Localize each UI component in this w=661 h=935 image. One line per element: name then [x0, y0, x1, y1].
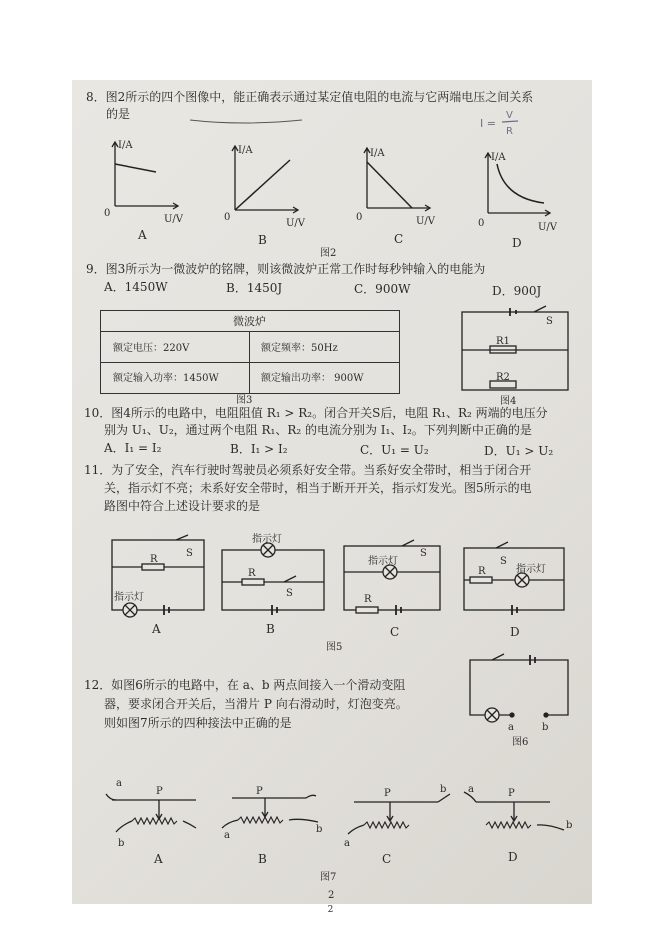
q9-fig4-caption: 图4 [500, 396, 517, 407]
q8-graph-d-xlabel: U/V [538, 222, 558, 233]
q11-text-line2: 关，指示灯不亮；未系好安全带时，相当于断开开关，指示灯发光。图5所示的电 [104, 481, 532, 495]
q9-text: 9．图3所示为一微波炉的铭牌，则该微波炉正常工作时每秒钟输入的电能为 [86, 262, 486, 276]
q11-d-label-r: R [478, 566, 486, 577]
q9-table-cell-frequency: 额定频率：50Hz [261, 343, 338, 354]
q8-handnote-i: I = [480, 117, 496, 130]
q8-graph-c-ylabel: I/A [370, 148, 385, 159]
q12-fig7-rheostat-b [222, 795, 318, 828]
q8-graph-b-letter: B [258, 233, 267, 247]
q9-caption: 图3 [236, 395, 253, 406]
q8-graph-c-xlabel: U/V [416, 216, 436, 227]
q10-text-line1: 10．图4所示的电路中，电阻阻值 R₁ > R₂。闭合开关S后，电阻 R₁、R₂ 两端的电压分 [84, 406, 548, 420]
q8-graph-c-origin: 0 [356, 212, 363, 223]
q10-option-a: A．I₁ = I₂ [104, 441, 162, 455]
q11-d-label-lamp: 指示灯 [516, 564, 546, 575]
page-number: 2 [327, 905, 334, 915]
q11-caption: 图5 [326, 642, 343, 653]
q12-fig7-c-label-b: b [440, 784, 447, 795]
q11-b-label-lamp: 指示灯 [252, 534, 282, 545]
q9-table-cell-input-power: 额定输入功率：1450W [113, 373, 219, 384]
q9-option-d: D．900J [492, 284, 542, 298]
q11-text-line3: 路图中符合上述设计要求的是 [104, 499, 261, 513]
q11-d-label-s: S [500, 556, 507, 567]
photographed-page [72, 80, 592, 904]
q10-option-b: B．I₁ > I₂ [230, 442, 288, 456]
q9-table-cell-output-power: 额定输出功率： 900W [261, 373, 364, 384]
q12-fig7-b-label-p: P [256, 786, 263, 797]
q9-option-b: B．1450J [226, 281, 283, 295]
q9-table-title: 微波炉 [233, 315, 266, 328]
q12-fig7-letter-c: C [382, 852, 392, 866]
q12-fig7-rheostat-c [348, 794, 450, 834]
q8-graph-a-letter: A [138, 228, 147, 242]
q12-fig6-label-a: a [508, 722, 514, 733]
q12-text-line2: 器，要求闭合开关后，当滑片 P 向右滑动时，灯泡变亮。 [104, 697, 408, 711]
q12-fig7-d-label-p: P [508, 788, 515, 799]
q11-b-label-s: S [286, 588, 293, 599]
q12-fig6-label-b: b [542, 722, 549, 733]
q11-c-label-r: R [364, 594, 372, 605]
q11-letter-c: C [390, 625, 400, 639]
q12-fig7-c-label-p: P [384, 788, 391, 799]
q12-fig7-a-label-b: b [118, 838, 125, 849]
q12-fig7-b-label-b: b [316, 824, 323, 835]
q11-a-label-s: S [186, 548, 193, 559]
q9-fig4-label-s: S [546, 316, 553, 327]
q11-fig5-circuit-b [222, 543, 324, 615]
q8-graph-d-ylabel: I/A [491, 152, 506, 163]
q10-option-c: C．U₁ = U₂ [360, 443, 429, 457]
q11-a-label-lamp: 指示灯 [114, 592, 144, 603]
q9-option-c: C．900W [354, 282, 411, 296]
q8-graph-d-letter: D [512, 236, 522, 250]
q11-letter-a: A [152, 622, 161, 636]
q11-c-label-lamp: 指示灯 [368, 556, 398, 567]
page-number-inner: 2 [328, 890, 335, 901]
q12-fig6-caption: 图6 [512, 737, 529, 748]
q8-graph-a-origin: 0 [104, 208, 111, 219]
q8-handnote-bot: R [506, 126, 513, 137]
q9-table-cell-voltage: 额定电压：220V [113, 343, 190, 354]
q12-fig7-d-label-a: a [468, 784, 474, 795]
q9-nameplate-table [100, 310, 400, 394]
q11-a-label-r: R [150, 554, 158, 565]
q8-handnote-top: V [506, 110, 513, 121]
q12-fig7-c-label-a: a [344, 838, 350, 849]
q8-graph-a-ylabel: I/A [118, 140, 133, 151]
q11-b-label-r: R [248, 568, 256, 579]
q12-caption: 图7 [320, 872, 337, 883]
q12-fig7-a-label-p: P [156, 786, 163, 797]
q12-fig7-a-label-a: a [116, 778, 122, 789]
q12-fig7-letter-a: A [154, 852, 163, 866]
q12-fig7-b-label-a: a [224, 830, 230, 841]
q12-fig7-d-label-b: b [566, 820, 573, 831]
q8-pen-underline [190, 120, 302, 123]
q8-graph-a-xlabel: U/V [164, 214, 184, 225]
q8-text-line1: 8．图2所示的四个图像中，能正确表示通过某定值电阻的电流与它两端电压之间关系 [86, 90, 534, 104]
q8-graph-c-letter: C [394, 232, 404, 246]
q12-fig7-rheostat-a [106, 794, 196, 832]
q11-letter-b: B [266, 622, 275, 636]
q8-caption: 图2 [320, 248, 337, 259]
q8-graph-b-xlabel: U/V [286, 218, 306, 229]
q8-text-line2: 的是 [106, 107, 131, 121]
q8-graph-d-origin: 0 [478, 218, 485, 229]
q12-text-line3: 则如图7所示的四种接法中正确的是 [104, 716, 292, 730]
q11-letter-d: D [510, 625, 520, 639]
q9-option-a: A．1450W [104, 280, 168, 294]
q11-text-line1: 11．为了安全，汽车行驶时驾驶员必须系好安全带。当系好安全带时，相当于闭合开 [84, 463, 532, 477]
q8-graph-b-ylabel: I/A [238, 145, 253, 156]
q12-fig7-letter-b: B [258, 852, 267, 866]
q12-fig7-letter-d: D [508, 850, 518, 864]
q9-fig4-label-r1: R1 [496, 336, 510, 347]
q10-option-d: D．U₁ > U₂ [484, 444, 554, 458]
q8-graph-b-origin: 0 [224, 212, 231, 223]
q12-fig6-circuit [470, 654, 568, 722]
q12-text-line1: 12．如图6所示的电路中，在 a、b 两点间接入一个滑动变阻 [84, 678, 406, 692]
q11-c-label-s: S [420, 548, 427, 559]
q10-text-line2: 别为 U₁、U₂，通过两个电阻 R₁、R₂ 的电流分别为 I₁、I₂。下列判断中正确的是 [104, 423, 532, 437]
q9-fig4-label-r2: R2 [496, 372, 510, 383]
